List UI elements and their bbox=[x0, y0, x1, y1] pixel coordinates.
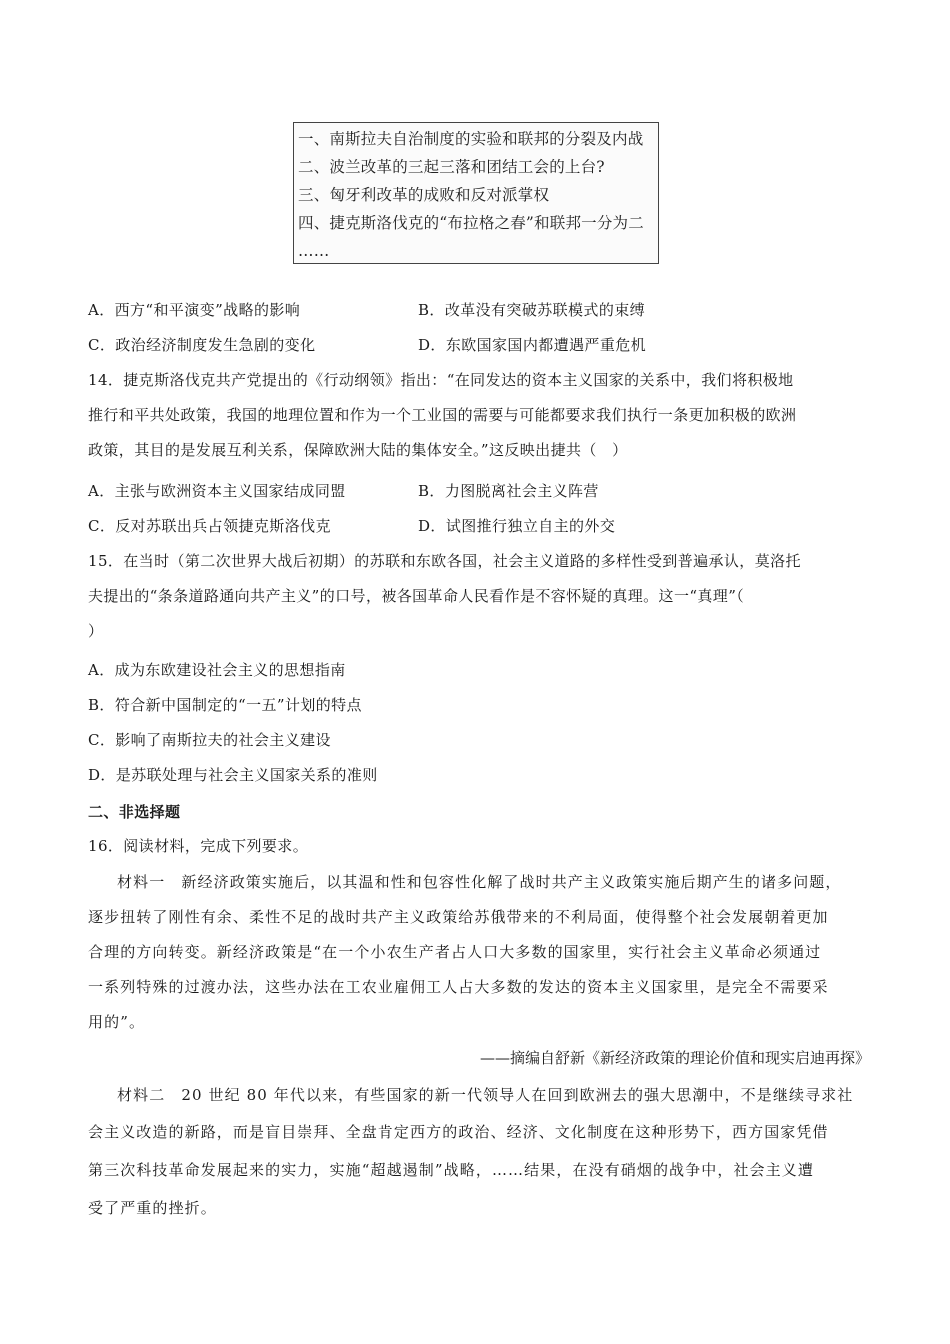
q15-option-c: C．影响了南斯拉夫的社会主义建设 bbox=[88, 731, 331, 749]
figure-line-3: 三、匈牙利改革的成败和反对派掌权 bbox=[298, 186, 550, 204]
material1-line-3: 合理的方向转变。新经济政策是“在一个小农生产者占人口大多数的国家里，实行社会主义革命必须通过 bbox=[88, 943, 822, 961]
figure-line-ellipsis: …… bbox=[298, 242, 330, 260]
q14-option-b: B．力图脱离社会主义阵营 bbox=[418, 482, 599, 500]
figure-line-1: 一、南斯拉夫自治制度的实验和联邦的分裂及内战 bbox=[298, 130, 644, 148]
material1-line-4: 一系列特殊的过渡办法，这些办法在工农业雇佣工人占大多数的发达的资本主义国家里，是完全不需要采 bbox=[88, 978, 829, 996]
q13-option-b: B．改革没有突破苏联模式的束缚 bbox=[418, 301, 646, 319]
figure-line-2: 二、波兰改革的三起三落和团结工会的上台? bbox=[298, 158, 605, 176]
q15-stem-line-1: 15．在当时（第二次世界大战后初期）的苏联和东欧各国，社会主义道路的多样性受到普遍承认，莫洛托 bbox=[88, 552, 801, 570]
q15-stem-line-2: 夫提出的“条条道路通向共产主义”的口号，被各国革命人民看作是不容怀疑的真理。这一“真理”（ bbox=[88, 587, 745, 605]
q15-option-b: B．符合新中国制定的“一五”计划的特点 bbox=[88, 696, 362, 714]
material1-line-1: 材料一 新经济政策实施后，以其温和性和包容性化解了战时共产主义政策实施后期产生的诸多问题， bbox=[117, 873, 842, 891]
q14-option-c: C．反对苏联出兵占领捷克斯洛伐克 bbox=[88, 517, 331, 535]
material1-line-2: 逐步扭转了刚性有余、柔性不足的战时共产主义政策给苏俄带来的不利局面，使得整个社会发展朝着更加 bbox=[88, 908, 829, 926]
q13-option-a: A．西方“和平演变”战略的影响 bbox=[88, 301, 301, 319]
material1-source: ——摘编自舒新《新经济政策的理论价值和现实启迪再探》 bbox=[479, 1049, 870, 1067]
material1-line-5: 用的”。 bbox=[88, 1013, 146, 1031]
material2-line-2: 会主义改造的新路，而是盲目崇拜、全盘肯定西方的政治、经济、文化制度在这种形势下，西方国家凭借 bbox=[88, 1123, 829, 1141]
q13-option-c: C．政治经济制度发生急剧的变化 bbox=[88, 336, 316, 354]
q14-stem-line-1: 14．捷克斯洛伐克共产党提出的《行动纲领》指出：“在同发达的资本主义国家的关系中，我们将积极地 bbox=[88, 371, 794, 389]
q14-stem-line-3: 政策，其目的是发展互利关系，保障欧洲大陆的集体安全。”这反映出捷共（ ） bbox=[88, 441, 628, 459]
material2-line-3: 第三次科技革命发展起来的实力，实施“超越遏制”战略，……结果，在没有硝烟的战争中，社会主义遭 bbox=[88, 1161, 814, 1179]
q16-stem: 16．阅读材料，完成下列要求。 bbox=[88, 837, 309, 855]
material2-line-4: 受了严重的挫折。 bbox=[88, 1199, 217, 1217]
q15-option-d: D．是苏联处理与社会主义国家关系的准则 bbox=[88, 766, 378, 784]
q13-option-d: D．东欧国家国内都遭遇严重危机 bbox=[418, 336, 647, 354]
material2-line-1: 材料二 20 世纪 80 年代以来，有些国家的新一代领导人在回到欧洲去的强大思潮中，不是继续寻求社 bbox=[117, 1086, 854, 1104]
q14-option-d: D．试图推行独立自主的外交 bbox=[418, 517, 616, 535]
q15-option-a: A．成为东欧建设社会主义的思想指南 bbox=[88, 661, 346, 679]
section-heading-non-choice: 二、非选择题 bbox=[88, 803, 181, 821]
q15-stem-line-3: ） bbox=[88, 622, 104, 640]
q14-option-a: A．主张与欧洲资本主义国家结成同盟 bbox=[88, 482, 346, 500]
q14-stem-line-2: 推行和平共处政策，我国的地理位置和作为一个工业国的需要与可能都要求我们执行一条更加积极的欧洲 bbox=[88, 406, 797, 424]
figure-line-4: 四、捷克斯洛伐克的“布拉格之春”和联邦一分为二 bbox=[298, 214, 644, 232]
figure-table-of-contents bbox=[293, 122, 659, 264]
